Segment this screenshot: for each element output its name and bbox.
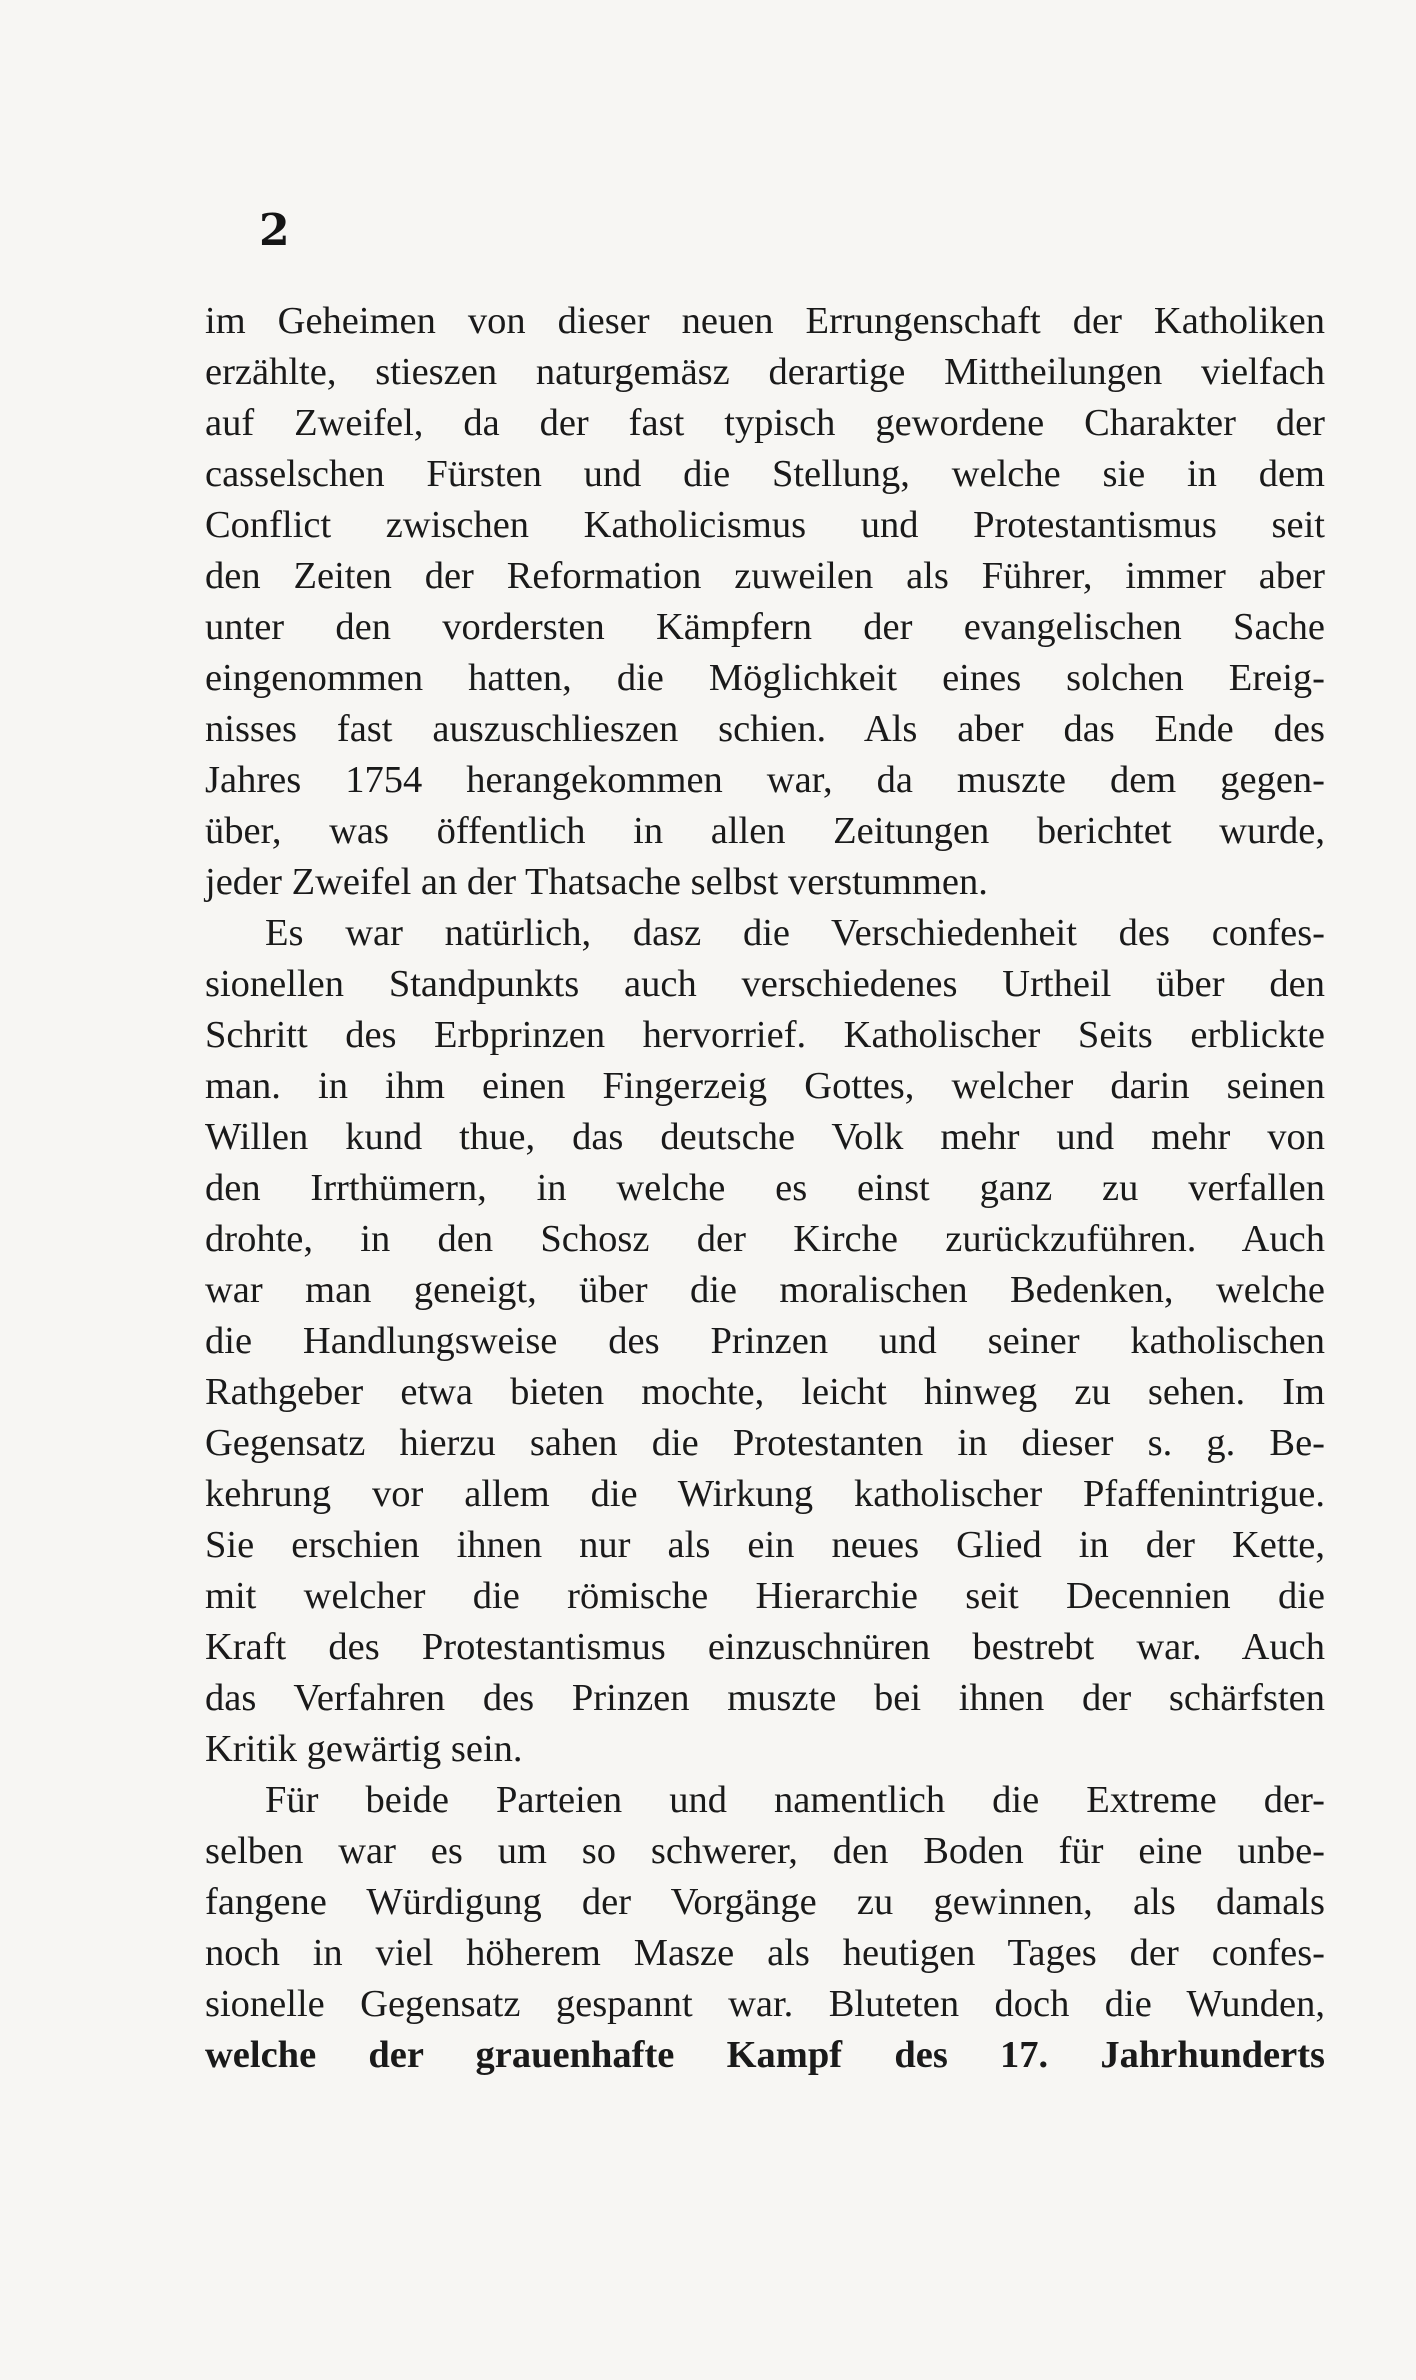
text-line: den Zeiten der Reformation zuweilen als Führer, immer aber bbox=[205, 555, 1325, 597]
body-text bbox=[205, 296, 1325, 2081]
text-line: Gegensatz hierzu sahen die Protestanten in dieser s. g. Be- bbox=[205, 1422, 1325, 1464]
text-line: sionelle Gegensatz gespannt war. Bluteten doch die Wunden, bbox=[205, 1983, 1325, 2025]
text-line: fangene Würdigung der Vorgänge zu gewinnen, als damals bbox=[205, 1881, 1325, 1923]
text-line: jeder Zweifel an der Thatsache selbst verstummen. bbox=[205, 861, 988, 903]
text-line: die Handlungsweise des Prinzen und seiner katholischen bbox=[205, 1320, 1325, 1362]
text-line: das Verfahren des Prinzen muszte bei ihnen der schärfsten bbox=[205, 1677, 1325, 1719]
text-line: Jahres 1754 herangekommen war, da muszte dem gegen- bbox=[205, 759, 1325, 801]
text-line: auf Zweifel, da der fast typisch gewordene Charakter der bbox=[205, 402, 1325, 444]
text-line: nisses fast auszuschlieszen schien. Als aber das Ende des bbox=[205, 708, 1325, 750]
text-line: Kritik gewärtig sein. bbox=[205, 1728, 523, 1770]
text-line: den Irrthümern, in welche es einst ganz zu verfallen bbox=[205, 1167, 1325, 1209]
text-line: casselschen Fürsten und die Stellung, welche sie in dem bbox=[205, 453, 1325, 495]
page-number: 2 bbox=[259, 205, 290, 256]
text-line: Für beide Parteien und namentlich die Extreme der- bbox=[265, 1779, 1325, 1821]
text-line: über, was öffentlich in allen Zeitungen berichtet wurde, bbox=[205, 810, 1325, 852]
text-line: mit welcher die römische Hierarchie seit Decennien die bbox=[205, 1575, 1325, 1617]
text-line: Schritt des Erbprinzen hervorrief. Katholischer Seits erblickte bbox=[205, 1014, 1325, 1056]
text-line: drohte, in den Schosz der Kirche zurückzuführen. Auch bbox=[205, 1218, 1325, 1260]
text-line: Conflict zwischen Katholicismus und Protestantismus seit bbox=[205, 504, 1325, 546]
text-line: noch in viel höherem Masze als heutigen Tages der confes- bbox=[205, 1932, 1325, 1974]
text-line: selben war es um so schwerer, den Boden für eine unbe- bbox=[205, 1830, 1325, 1872]
text-line: Es war natürlich, dasz die Verschiedenheit des confes- bbox=[265, 912, 1325, 954]
text-line: Willen kund thue, das deutsche Volk mehr und mehr von bbox=[205, 1116, 1325, 1158]
text-line: kehrung vor allem die Wirkung katholischer Pfaffenintrigue. bbox=[205, 1473, 1325, 1515]
text-line: man. in ihm einen Fingerzeig Gottes, welcher darin seinen bbox=[205, 1065, 1325, 1107]
text-line: eingenommen hatten, die Möglichkeit eines solchen Ereig- bbox=[205, 657, 1325, 699]
text-line: war man geneigt, über die moralischen Bedenken, welche bbox=[205, 1269, 1325, 1311]
text-line: im Geheimen von dieser neuen Errungenschaft der Katholiken bbox=[205, 300, 1325, 342]
text-line: Sie erschien ihnen nur als ein neues Glied in der Kette, bbox=[205, 1524, 1325, 1566]
text-line: welche der grauenhafte Kampf des 17. Jahrhunderts bbox=[205, 2034, 1325, 2076]
text-line: sionellen Standpunkts auch verschiedenes Urtheil über den bbox=[205, 963, 1325, 1005]
text-line: unter den vordersten Kämpfern der evangelischen Sache bbox=[205, 606, 1325, 648]
text-line: erzählte, stieszen naturgemäsz derartige Mittheilungen vielfach bbox=[205, 351, 1325, 393]
text-line: Rathgeber etwa bieten mochte, leicht hinweg zu sehen. Im bbox=[205, 1371, 1325, 1413]
text-line: Kraft des Protestantismus einzuschnüren bestrebt war. Auch bbox=[205, 1626, 1325, 1668]
